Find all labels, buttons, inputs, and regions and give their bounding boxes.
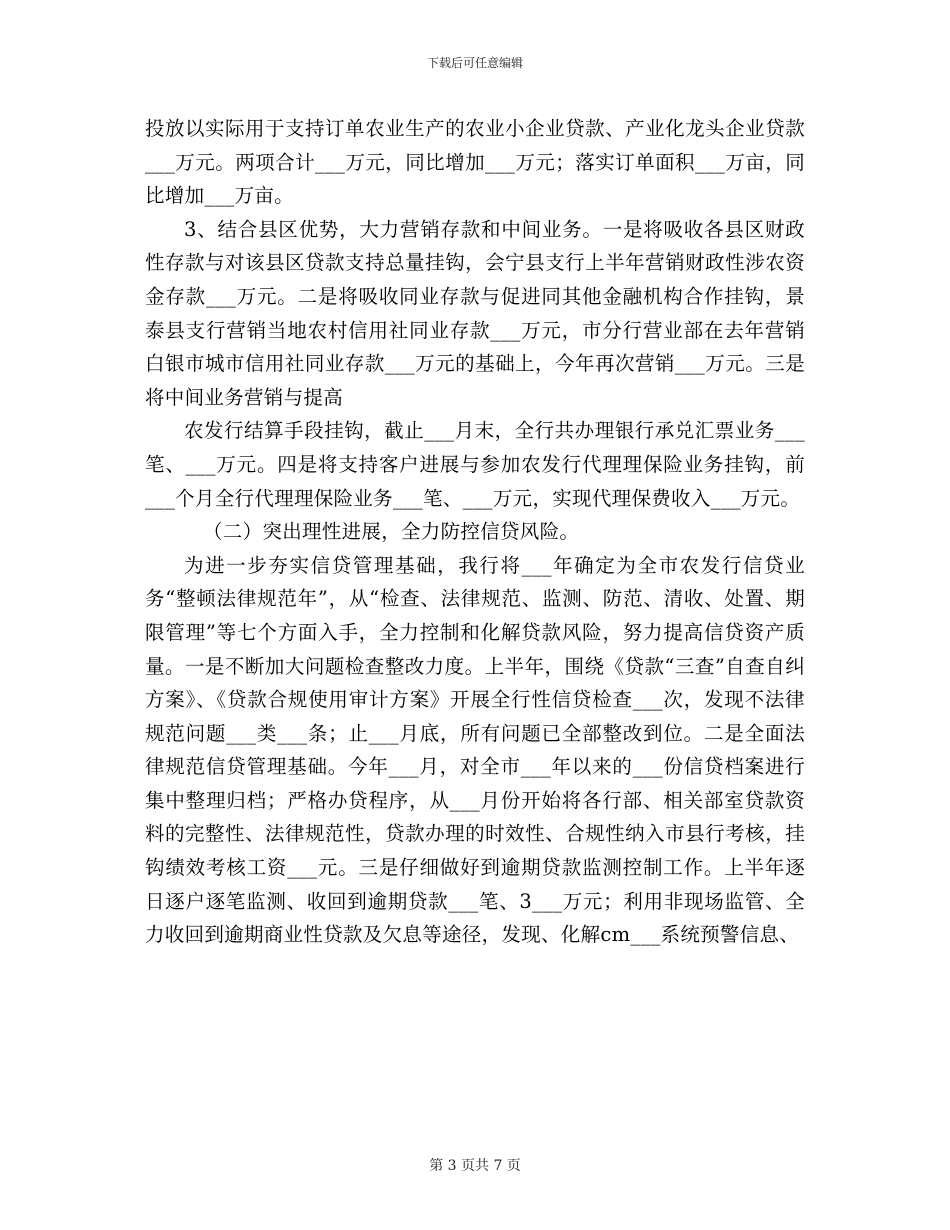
paragraph: 3、结合县区优势，大力营销存款和中间业务。一是将吸收各县区财政性存款与对该县区贷款支持总量挂钩，会宁县支行上半年营销财政性涉农资金存款___万元。二是将吸收同业存款与促进同其他金融机构合作挂钩，景泰县支行营销当地农村信用社同业存款___万元，市分行营业部在去年营销白银市城市信用社同业存款___万元的基础上，今年再次营销___万元。三是将中间业务营销与提高: [145, 217, 805, 409]
paragraph: 农发行结算手段挂钩，截止___月末，全行共办理银行承兑汇票业务___笔、___万元。四是将支持客户进展与参加农发行代理理保险业务挂钩，前___个月全行代理理保险业务___笔、___万元，实现代理保费收入___万元。: [145, 419, 805, 510]
page-footer: 第 3 页共 7 页: [429, 1158, 521, 1174]
page-header: 下载后可任意编辑: [426, 56, 523, 70]
paragraph: 投放以实际用于支持订单农业生产的农业小企业贷款、产业化龙头企业贷款___万元。两项合计___万元，同比增加___万元；落实订单面积___万亩，同比增加___万亩。: [145, 117, 805, 208]
body-text: [145, 112, 805, 952]
paragraph: 为进一步夯实信贷管理基础，我行将___年确定为全市农发行信贷业务“整顿法律规范年”，从“检查、法律规范、监测、防范、清收、处置、期限管理”等七个方面入手，全力控制和化解贷款风险，努力提高信贷资产质量。一是不断加大问题检查整改力度。上半年，围绕《贷款“三查”自查自纠方案》、《贷款合规使用审计方案》开展全行性信贷检查___次，发现不法律规范问题___类___条；止___月底，所有问题已全部整改到位。二是全面法律规范信贷管理基础。今年___月，对全市___年以来的___份信贷档案进行集中整理归档；严格办贷程序，从___月份开始将各行部、相关部室贷款资料的完整性、法律规范性，贷款办理的时效性、合规性纳入市县行考核，挂钩绩效考核工资___元。三是仔细做好到逾期贷款监测控制工作。上半年逐日逐户逐笔监测、收回到逾期贷款___笔、3___万元；利用非现场监管、全力收回到逾期商业性贷款及欠息等途径，发现、化解cm___系统预警信息、: [145, 553, 805, 947]
section-heading: （二）突出理性进展，全力防控信贷风险。: [203, 520, 580, 544]
